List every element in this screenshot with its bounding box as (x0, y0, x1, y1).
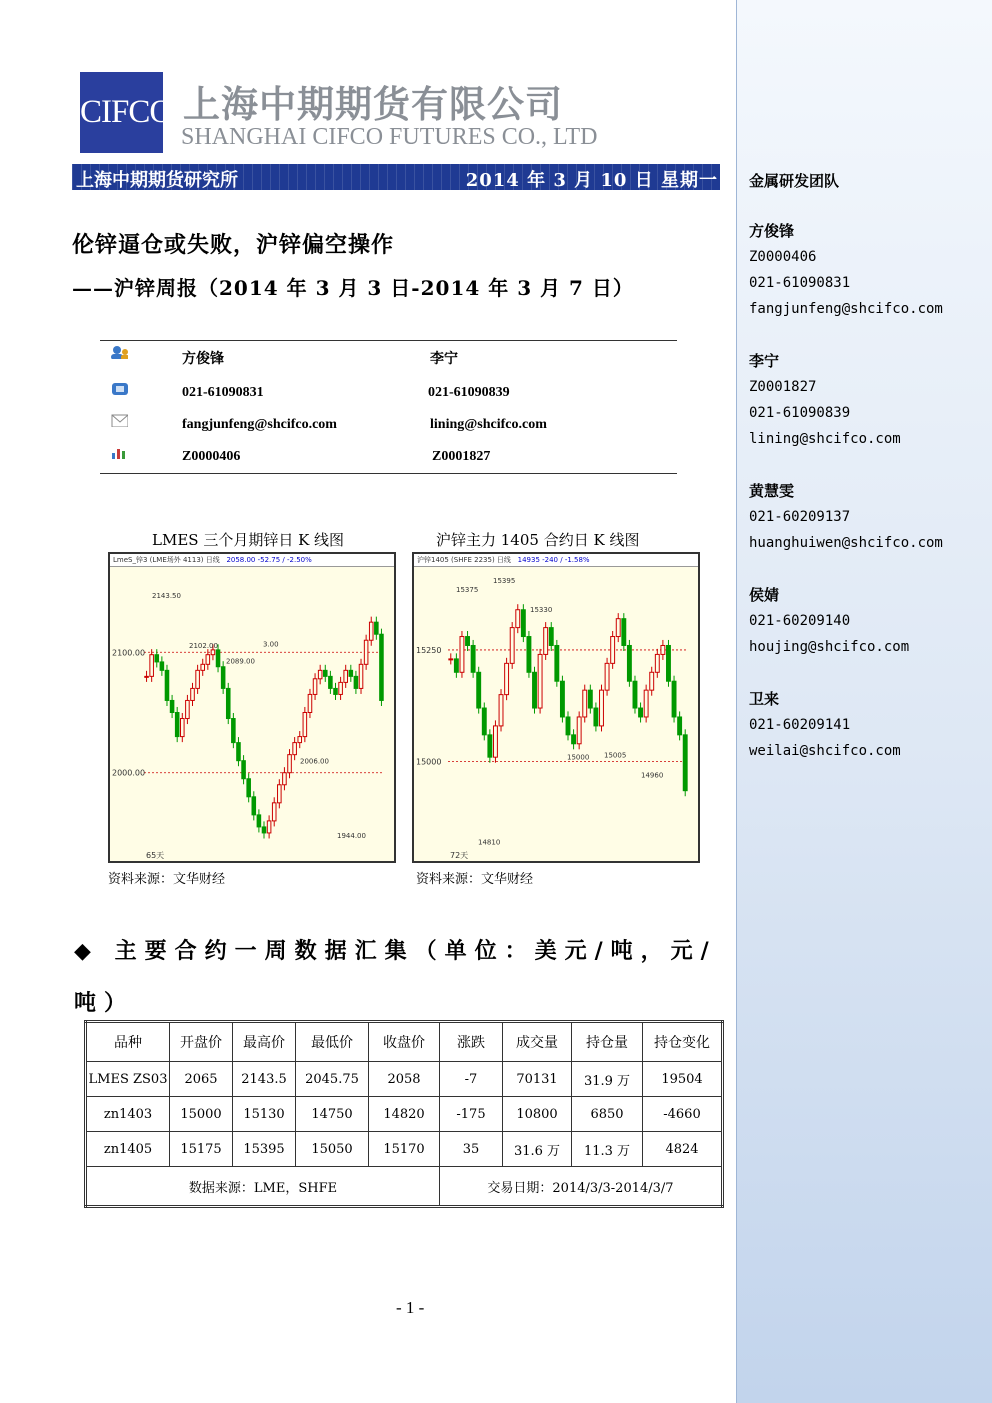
candle-body (588, 690, 592, 708)
member-email[interactable]: huanghuiwen@shcifco.com (749, 535, 943, 551)
section-title: ◆ 主要合约一周数据汇集（单位：美元/吨，元/吨） (74, 938, 717, 1016)
company-name-en: SHANGHAI CIFCO FUTURES CO., LTD (181, 124, 598, 150)
chart1-caption: LMES 三个月期锌日 K 线图 (152, 531, 345, 549)
report-subtitle: ——沪锌周报（2014 年 3 月 3 日-2014 年 3 月 7 日） (72, 276, 634, 300)
member-email[interactable]: weilai@shcifco.com (749, 743, 901, 759)
member-phone: 021-60209137 (749, 509, 851, 525)
price-annotation: 14810 (478, 838, 501, 847)
table-trade-dates: 交易日期：2014/3/3-2014/3/7 (440, 1167, 723, 1207)
table-cell: 11.3 万 (572, 1132, 643, 1167)
candle-body (572, 735, 576, 744)
candle-body (242, 761, 246, 779)
candle-body (533, 672, 537, 708)
table-cell: 15170 (369, 1132, 440, 1167)
price-annotation: 15005 (604, 751, 627, 760)
member-id: Z0001827 (749, 379, 817, 395)
team-member (749, 218, 943, 322)
analyst1-email[interactable]: fangjunfeng@shcifco.com (182, 417, 337, 432)
candle-body (267, 821, 271, 833)
candle-body (349, 670, 353, 676)
sidebar (736, 0, 992, 1403)
candle-body (201, 664, 205, 670)
company-name-cn: 上海中期期货有限公司 (183, 83, 563, 126)
table-header-cell: 开盘价 (170, 1022, 233, 1062)
candle-body (482, 708, 486, 735)
candle-body (303, 713, 307, 737)
candle-body (560, 681, 564, 717)
candle-body (339, 682, 343, 694)
candle-body (216, 650, 220, 667)
candle-body (499, 695, 503, 726)
candle-body (262, 827, 266, 833)
team-title: 金属研发团队 (749, 172, 840, 190)
table-header-cell: 持仓量 (572, 1022, 643, 1062)
chart-header-values: 14935 -240 / -1.58% (517, 556, 590, 564)
table-cell: zn1405 (86, 1132, 170, 1167)
candle-body (449, 659, 453, 660)
candle-body (150, 655, 154, 677)
report-date: 2014 年 3 月 10 日 星期一 (465, 170, 718, 191)
candle-body (272, 803, 276, 821)
price-annotation: 15395 (493, 577, 516, 586)
table-cell: 14820 (369, 1097, 440, 1132)
candle-body (650, 672, 654, 690)
team-member (749, 348, 901, 452)
candle-body (683, 735, 687, 791)
price-annotation: 14960 (641, 771, 664, 780)
y-tick-label: 2100.00 (112, 648, 146, 658)
team-member (749, 478, 943, 556)
table-cell: 15050 (296, 1132, 369, 1167)
member-id: Z0000406 (749, 249, 817, 265)
table-row (86, 1097, 723, 1132)
candle-body (555, 645, 559, 681)
table-header-cell: 涨跌 (440, 1022, 503, 1062)
candle-body (644, 690, 648, 717)
candle-body (375, 622, 379, 634)
price-annotation: 2089.00 (226, 657, 255, 666)
member-phone: 021-60209140 (749, 613, 851, 629)
table-cell: -7 (440, 1062, 503, 1097)
header-banner (72, 164, 720, 190)
candle-body (369, 622, 373, 640)
candle-body (160, 662, 164, 670)
candle-body (611, 637, 615, 664)
price-annotation: 1944.00 (337, 832, 366, 841)
table-cell: 14750 (296, 1097, 369, 1132)
table-source: 数据来源：LME，SHFE (86, 1167, 440, 1207)
analyst1-phone: 021-61090831 (182, 385, 264, 400)
table-footer-row (86, 1167, 723, 1207)
candle-body (170, 700, 174, 712)
bar-chart-icon (110, 445, 128, 459)
candle-body (165, 670, 169, 700)
candle-body (510, 628, 514, 664)
analyst-contacts (100, 340, 677, 474)
chart1-source: 资料来源：文华财经 (108, 872, 226, 887)
candle-body (247, 779, 251, 797)
table-cell: 10800 (503, 1097, 572, 1132)
page-number: - 1 - (396, 1298, 425, 1317)
price-annotation: 2143.50 (152, 591, 181, 600)
candle-body (278, 785, 282, 803)
candle-body (359, 664, 363, 688)
table-cell: 4824 (643, 1132, 723, 1167)
candle-body (298, 737, 302, 743)
table-cell: 19504 (643, 1062, 723, 1097)
candle-body (493, 726, 497, 757)
table-cell: 15000 (170, 1097, 233, 1132)
candle-body (566, 717, 570, 735)
y-tick-label: 15250 (416, 645, 442, 655)
analyst1-license: Z0000406 (182, 449, 241, 464)
candle-body (633, 681, 637, 708)
candle-body (226, 688, 230, 718)
table-header-row (86, 1022, 723, 1062)
analyst2-name: 李宁 (430, 352, 458, 367)
candle-body (145, 676, 149, 677)
price-annotation: 2006.00 (300, 757, 329, 766)
table-cell: -175 (440, 1097, 503, 1132)
member-email[interactable]: houjing@shcifco.com (749, 639, 910, 655)
candle-body (521, 610, 525, 637)
y-tick-label: 2000.00 (112, 768, 146, 778)
candle-body (583, 690, 587, 717)
member-phone: 021-60209141 (749, 717, 851, 733)
candle-body (544, 628, 548, 655)
member-phone: 021-61090831 (749, 275, 851, 291)
candle-body (288, 755, 292, 773)
y-tick-label: 15000 (416, 757, 442, 767)
candle-body (622, 619, 626, 646)
candle-body (667, 645, 671, 681)
table-cell: 15175 (170, 1132, 233, 1167)
period-label: 72天 (450, 851, 469, 860)
table-cell: 15130 (233, 1097, 296, 1132)
candle-body (308, 694, 312, 712)
candle-body (196, 670, 200, 688)
member-name: 卫来 (749, 690, 780, 708)
candle-body (577, 717, 581, 744)
chart2-caption: 沪锌主力 1405 合约日 K 线图 (436, 531, 640, 549)
candle-body (232, 719, 236, 743)
price-annotation: 3.00 (263, 640, 279, 649)
candle-body (627, 645, 631, 681)
candle-body (616, 619, 620, 637)
candle-body (605, 663, 609, 690)
table-row (86, 1132, 723, 1167)
member-email[interactable]: lining@shcifco.com (749, 431, 901, 447)
candle-body (488, 735, 492, 757)
table-cell: 70131 (503, 1062, 572, 1097)
candle-body (181, 719, 185, 737)
table-cell: LMES ZS03 (86, 1062, 170, 1097)
candle-body (460, 637, 464, 673)
candle-body (354, 676, 358, 688)
candle-body (257, 815, 261, 827)
table-row (86, 1062, 723, 1097)
team-member (749, 582, 909, 660)
candle-body (155, 655, 159, 662)
member-name: 黄慧雯 (749, 482, 795, 500)
candle-body (344, 670, 348, 682)
table-header-cell: 收盘价 (369, 1022, 440, 1062)
candle-body (211, 650, 215, 655)
candle-body (655, 654, 659, 672)
candle-body (364, 640, 368, 664)
table-cell: 15395 (233, 1132, 296, 1167)
price-annotation: 2102.00 (189, 641, 218, 650)
candle-body (527, 637, 531, 673)
report-title: 伦锌逼仓或失败，沪锌偏空操作 (72, 232, 395, 258)
candle-body (313, 679, 317, 695)
table-header-cell: 持仓变化 (643, 1022, 723, 1062)
candle-body (471, 645, 475, 672)
candle-body (334, 688, 338, 694)
candle-body (672, 681, 676, 717)
chart-plot (414, 566, 698, 861)
candle-body (594, 708, 598, 726)
member-email[interactable]: fangjunfeng@shcifco.com (749, 301, 943, 317)
table-header-cell: 品种 (86, 1022, 170, 1062)
candle-body (516, 610, 520, 628)
price-annotation: 15330 (530, 606, 553, 615)
analyst2-email[interactable]: lining@shcifco.com (430, 417, 547, 432)
table-header-cell: 最高价 (233, 1022, 296, 1062)
institute-name: 上海中期期货研究所 (76, 170, 238, 191)
chart-header-label: 沪锌1405 (SHFE 2235) 日线 (417, 556, 511, 564)
table-cell: 31.9 万 (572, 1062, 643, 1097)
chart-header-values: 2058.00 -52.75 / -2.50% (226, 556, 312, 564)
candle-body (678, 717, 682, 735)
candle-body (329, 676, 333, 688)
member-phone: 021-61090839 (749, 405, 851, 421)
table-header-cell: 成交量 (503, 1022, 572, 1062)
candle-body (237, 743, 241, 761)
analyst2-license: Z0001827 (432, 449, 491, 464)
member-name: 李宁 (749, 352, 780, 370)
candle-body (252, 797, 256, 815)
table-cell: 2065 (170, 1062, 233, 1097)
candle-body (206, 655, 210, 665)
user-icon (110, 345, 128, 359)
shfe-zinc-kline-chart (412, 552, 700, 863)
member-name: 侯婧 (749, 586, 780, 604)
candle-body (293, 743, 297, 755)
team-member (749, 686, 901, 764)
candle-body (639, 708, 643, 717)
price-annotation: 15000 (567, 753, 590, 762)
logo-text: CIFCO (80, 94, 173, 130)
candle-body (380, 634, 384, 700)
member-name: 方俊锋 (749, 222, 795, 240)
candle-body (283, 773, 287, 785)
table-cell: 35 (440, 1132, 503, 1167)
chart-header-label: LmeS_锌3 (LME场外 4113) 日线 (113, 556, 220, 564)
table-cell: zn1403 (86, 1097, 170, 1132)
mail-icon (110, 413, 128, 427)
candle-body (221, 667, 225, 689)
candle-body (549, 628, 553, 646)
table-header-cell: 最低价 (296, 1022, 369, 1062)
table-cell: -4660 (643, 1097, 723, 1132)
weekly-data-table (84, 1020, 724, 1208)
candle-body (318, 670, 322, 678)
candle-body (323, 670, 327, 676)
table-cell: 6850 (572, 1097, 643, 1132)
chart2-source: 资料来源：文华财经 (416, 872, 534, 887)
candle-body (661, 645, 665, 654)
candle-body (538, 654, 542, 708)
candle-body (466, 637, 470, 646)
candle-body (600, 690, 604, 726)
period-label: 65天 (146, 851, 165, 860)
analyst1-name: 方俊锋 (182, 352, 224, 367)
table-cell: 2143.5 (233, 1062, 296, 1097)
table-cell: 2045.75 (296, 1062, 369, 1097)
analyst2-phone: 021-61090839 (428, 385, 510, 400)
table-cell: 2058 (369, 1062, 440, 1097)
company-logo (80, 72, 173, 153)
candle-body (505, 663, 509, 694)
lme-zinc-kline-chart (108, 552, 396, 863)
chart-plot (110, 566, 394, 861)
phone-icon (110, 381, 128, 395)
candle-body (191, 688, 195, 700)
price-annotation: 15375 (456, 586, 479, 595)
candle-body (186, 700, 190, 718)
table-cell: 31.6 万 (503, 1132, 572, 1167)
candle-body (175, 713, 179, 737)
candle-body (477, 672, 481, 708)
candle-body (454, 659, 458, 672)
